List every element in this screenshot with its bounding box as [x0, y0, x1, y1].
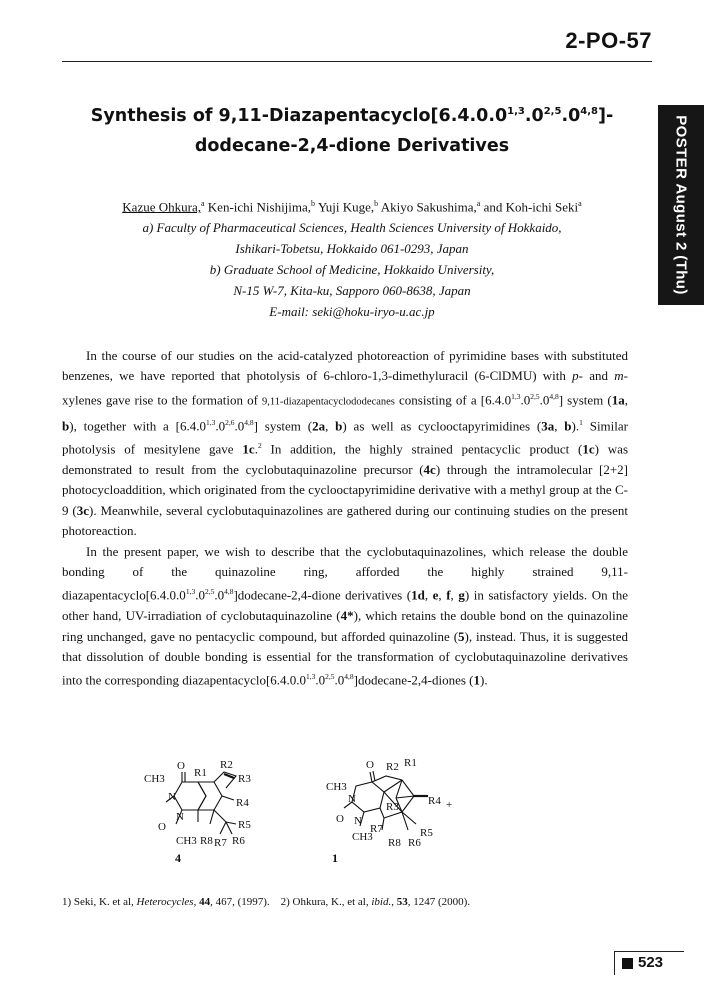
text: .0 [195, 587, 205, 603]
compound-ref: 5 [458, 628, 465, 644]
compound-ref: 3c [76, 502, 89, 518]
text: - and [578, 368, 615, 384]
atom-label: R4 [428, 795, 441, 807]
atom-label: R6 [408, 837, 421, 849]
atom-label: N [168, 791, 176, 803]
title-sup: 2,5 [543, 106, 562, 117]
atom-label: R4 [236, 797, 249, 809]
journal: Heterocycles [136, 896, 194, 908]
structure-4-label: 4 [175, 851, 181, 865]
text: , 1247 (2000). [407, 896, 471, 908]
side-tab-label: POSTER August 2 (Thu) [672, 115, 690, 295]
title-text: Synthesis of 9,11-Diazapentacyclo[6.4.0.0 [90, 105, 508, 126]
text: ]dodecane-2,4-diones ( [353, 672, 474, 688]
atom-label: R1 [194, 767, 207, 779]
atom-label: R7 [214, 837, 227, 849]
atom-label: R5 [238, 819, 251, 831]
text: ] system ( [558, 392, 612, 408]
superscript: 1,3 [306, 672, 316, 682]
atom-label: R8 [388, 837, 401, 849]
text: ) as well as cyclooctapyrimidines ( [342, 417, 542, 433]
text: ) in satisfactory yields. On the other hand, UV-irradiation of cyclobutaquinazoline ( [62, 587, 629, 624]
text: .0 [539, 392, 550, 408]
text: In addition, the highly strained pentacyclic product ( [261, 441, 583, 457]
text: , [325, 417, 336, 433]
text: m [614, 368, 624, 384]
atom-label: N [176, 811, 184, 823]
affiliation-line: b) Graduate School of Medicine, Hokkaido University, [209, 262, 495, 278]
compound-ref: 2a [312, 417, 326, 433]
compound-ref: 3a [541, 417, 555, 433]
text: 1) Seki, K. et al, [62, 896, 137, 908]
atom-label: R3 [238, 773, 251, 785]
structure-4 [140, 752, 290, 862]
text: ), instead. Thus, it is suggested that dissolution of double bonding is essential for the transformation of cyclobutaquinazoline derivatives into the corresponding diazapentacyclo[6.4.0.0 [62, 628, 628, 688]
text: . [254, 441, 258, 457]
compound-ref: 1c [582, 441, 595, 457]
abstract-body [62, 346, 628, 691]
poster-side-tab [658, 105, 704, 305]
header-rule [62, 61, 652, 62]
text: , [554, 417, 565, 433]
affiliation-line: a) Faculty of Pharmaceutical Sciences, Health Sciences University of Hokkaido, [142, 220, 562, 236]
page-number-box [614, 951, 684, 975]
abstract-code: 2-PO-57 [565, 28, 652, 53]
atom-label: R3 [386, 801, 399, 813]
atom-label: N [354, 815, 362, 827]
structure-1-label: 1 [332, 851, 338, 865]
paper-title [75, 97, 629, 161]
atom-label: R2 [220, 759, 233, 771]
reference-2 [281, 896, 470, 908]
affiliation-line: Ishikari-Tobetsu, Hokkaido 061-0293, Japan [235, 241, 469, 257]
text: , 467, (1997). [210, 896, 270, 908]
atom-label: R6 [232, 835, 245, 847]
superscript: 4,8 [224, 587, 234, 597]
text: Similar photolysis of mesitylene gave [62, 417, 628, 457]
author-affil-mark: a [476, 199, 481, 208]
text: p [572, 368, 579, 384]
text: .0 [315, 672, 326, 688]
superscript: 2,5 [325, 672, 335, 682]
compound-ref: 4c [423, 462, 436, 478]
author-block [60, 193, 644, 322]
superscript: 1,3 [205, 417, 216, 427]
superscript: 1,3 [511, 391, 521, 401]
atom-label: CH3 [176, 835, 197, 847]
title-text: ]- [597, 105, 614, 126]
title-text: .0 [524, 105, 544, 126]
citation-mark: 2 [257, 441, 262, 451]
atom-label: R1 [404, 757, 417, 769]
text: ]dodecane-2,4-dione derivatives ( [233, 587, 412, 603]
author-list [60, 193, 644, 217]
compound-ref: e [432, 587, 439, 603]
text: ) was demonstrated to result from the cyclobutaquinazoline precursor ( [62, 441, 629, 478]
author-name: Akiyo Sakushima, [378, 199, 477, 215]
structure-1 [322, 752, 472, 862]
atom-label: R7 [370, 823, 383, 835]
compound-ref: 1 [473, 672, 480, 688]
page-number: 523 [638, 954, 664, 971]
atom-label: O [336, 813, 344, 825]
atom-label: O [366, 759, 374, 771]
structure-1-drawing [322, 752, 472, 862]
compound-ref: 1c [242, 441, 255, 457]
author-affil-mark: b [311, 199, 316, 208]
text: , [438, 587, 447, 603]
superscript: 1,3 [185, 587, 196, 597]
paragraph-2 [62, 542, 628, 692]
plus-sign: + [446, 799, 453, 811]
author-name: Yuji Kuge, [315, 199, 375, 215]
structure-4-drawing [140, 752, 290, 862]
text: consisting of a [6.4.0 [394, 392, 512, 408]
superscript: 4,8 [244, 417, 254, 427]
compound-ref: b [564, 417, 572, 433]
text: ] system ( [253, 417, 313, 433]
reference-1 [62, 896, 270, 908]
email-line: E-mail: seki@hoku-iryo-u.ac.jp [269, 304, 435, 320]
text: , [391, 896, 397, 908]
text: .0 [334, 672, 345, 688]
compound-ref: b [335, 417, 343, 433]
text: .0 [520, 392, 531, 408]
text: , [193, 896, 200, 908]
citation-mark: 1 [579, 417, 583, 427]
text: ). Meanwhile, several cyclobutaquinazolines are gathered during our continuing studies on the present photoreaction. [62, 502, 628, 539]
text: .0 [214, 587, 225, 603]
text: .0 [215, 417, 226, 433]
text: In the course of our studies on the acid-catalyzed photoreaction of pyrimidine bases with substituted benzenes, we have reported that photolysis of 6-chloro-1,3-dimethyluracil (6-ClDMU) with [62, 348, 628, 384]
compound-ref: 4* [340, 608, 354, 624]
atom-label: N [348, 793, 356, 805]
journal: ibid. [371, 896, 392, 908]
atom-label: CH3 [352, 831, 373, 843]
text: ) through the intramolecular [2+2] photocycloaddition, which originated from the cyclooctapyrimidine derivative with a methyl group at the C-9 ( [62, 462, 628, 518]
compound-ref: b [62, 417, 70, 433]
atom-label: R5 [420, 827, 433, 839]
superscript: 4,8 [344, 672, 354, 682]
title-sup: 1,3 [507, 106, 525, 117]
compound-ref: g [458, 587, 465, 603]
text: .0 [234, 417, 245, 433]
page-marker-square [622, 958, 633, 969]
author-name: Ken-ichi Nishijima, [204, 199, 312, 215]
text: ), which retains the double bond on the quinazoline ring unchanged, gave no pentacyclic compound, but afforded quinazoline ( [62, 608, 628, 644]
author-affil-mark: b [374, 199, 379, 208]
text: , [424, 587, 433, 603]
text: , [450, 587, 459, 603]
title-line-2: dodecane-2,4-dione Derivatives [194, 135, 510, 156]
references [62, 896, 470, 908]
author-affil-mark: a [578, 199, 582, 208]
text: In the present paper, we wish to describe that the cyclobutaquinazolines, which release the double bonding of the quinazoline ring, afforded the highly strained 9,11-diazapentacyclo[6.4.0.0 [62, 543, 628, 603]
author-name: Kazue Ohkura, [122, 199, 201, 215]
atom-label: O [158, 821, 166, 833]
atom-label: R2 [386, 761, 399, 773]
text: 2) Ohkura, K., et al, [280, 896, 372, 908]
text: -xylenes gave rise to the formation of [62, 368, 628, 408]
compound-ref: 1a [611, 392, 625, 408]
compound-ref: f [446, 587, 451, 603]
atom-label: R8 [200, 835, 213, 847]
title-sup: 4,8 [580, 106, 598, 117]
author-affil-mark: a [200, 199, 205, 208]
text: ), together with a [6.4.0 [69, 417, 206, 433]
volume: 44 [199, 896, 211, 908]
superscript: 2,5 [204, 587, 215, 597]
text: ). [480, 672, 488, 688]
text: ). [571, 417, 580, 433]
superscript: 4,8 [549, 391, 559, 401]
compound-ref: 1d [411, 587, 425, 603]
volume: 53 [396, 896, 408, 908]
superscript: 2,5 [530, 391, 540, 401]
author-name: and Koh-ichi Seki [480, 199, 579, 215]
atom-label: CH3 [326, 781, 347, 793]
atom-label: CH3 [144, 773, 165, 785]
atom-label: O [177, 760, 185, 772]
text: , [624, 392, 628, 408]
title-text: .0 [561, 105, 581, 126]
superscript: 2,6 [225, 417, 235, 427]
text: 9,11-diazapentacyclododecanes [262, 396, 395, 408]
paragraph-1 [62, 346, 628, 542]
affiliation-line: N-15 W-7, Kita-ku, Sapporo 060-8638, Japan [233, 283, 471, 299]
